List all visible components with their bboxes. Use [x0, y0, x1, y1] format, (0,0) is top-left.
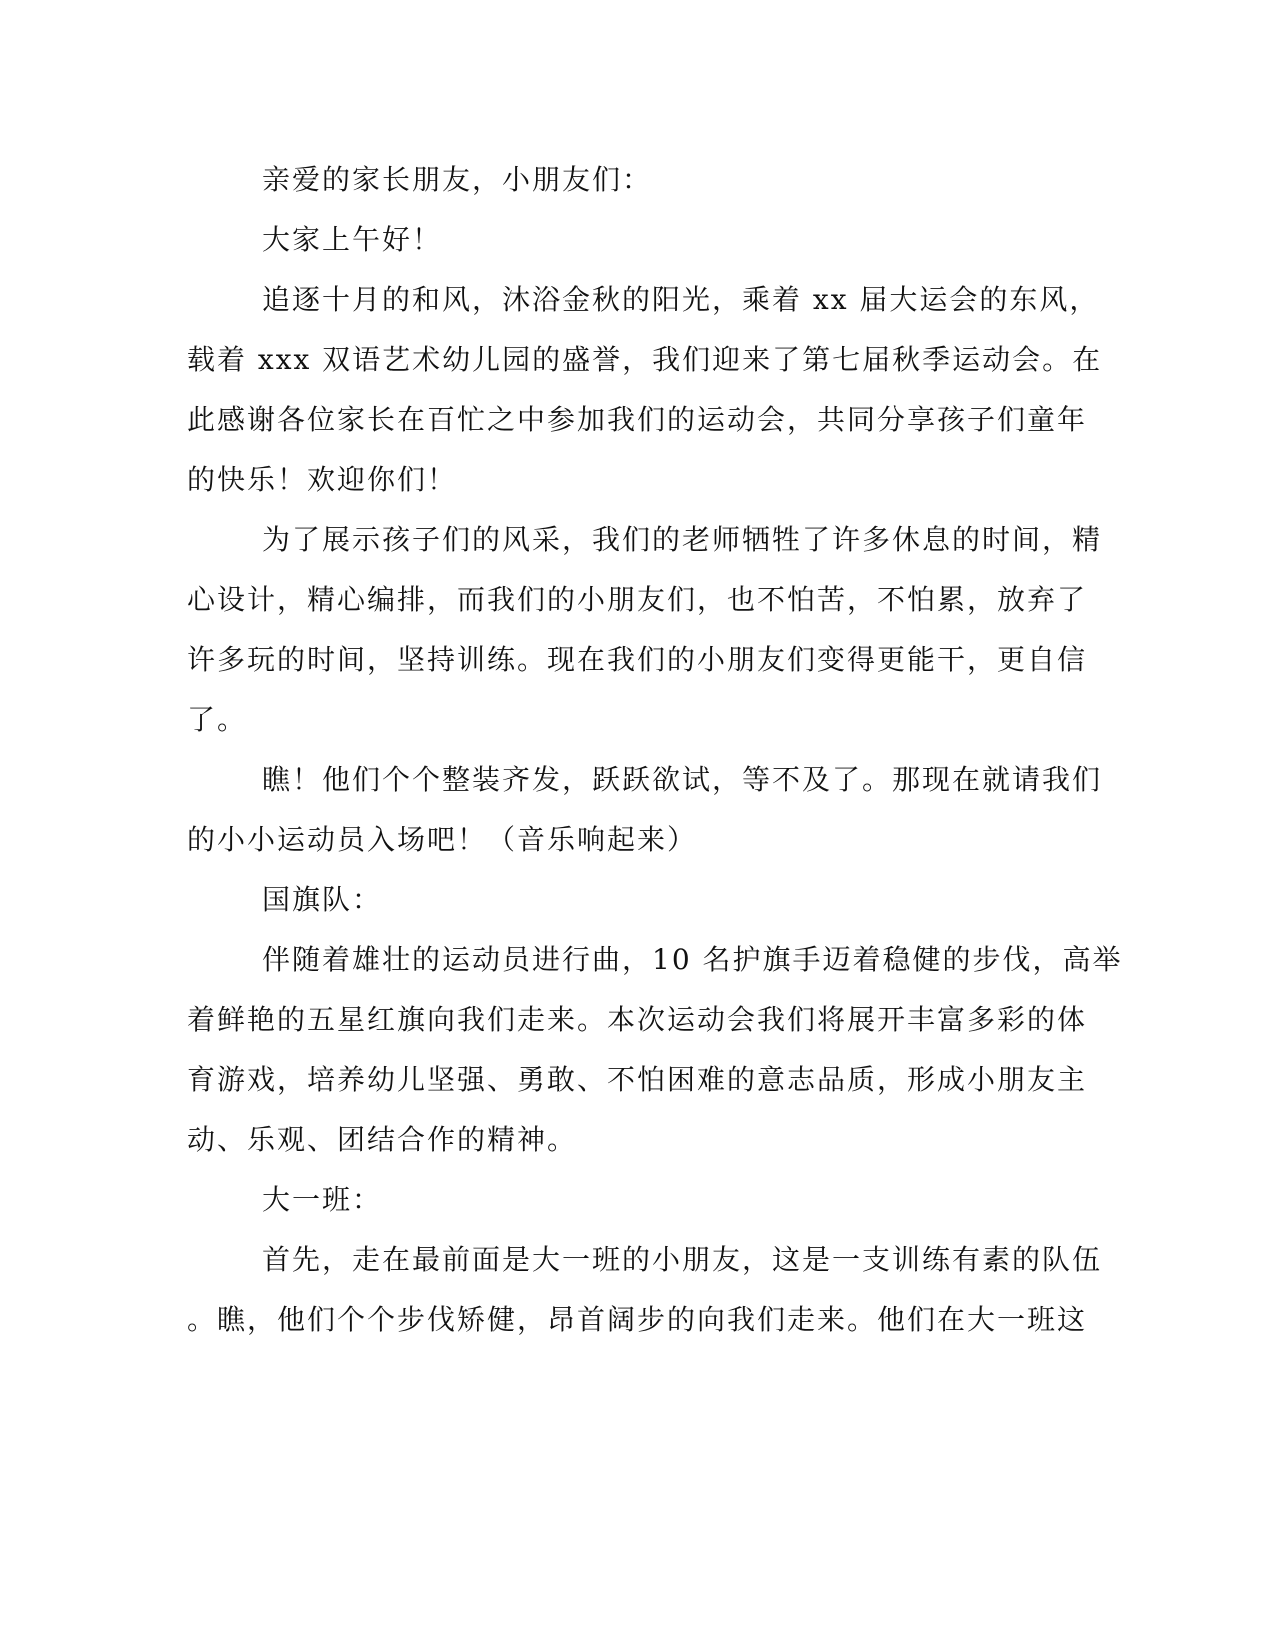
paragraph-1-line-4: 的快乐！欢迎你们！ — [187, 463, 458, 496]
paragraph-1-line-1: 追逐十月的和风，沐浴金秋的阳光，乘着 xx 届大运会的东风， — [262, 283, 1100, 316]
paragraph-2-line-3: 许多玩的时间，坚持训练。现在我们的小朋友们变得更能干，更自信 — [187, 643, 1088, 676]
paragraph-4-line-1: 伴随着雄壮的运动员进行曲，10 名护旗手迈着稳健的步伐，高举 — [262, 943, 1123, 976]
greeting-line: 大家上午好！ — [262, 223, 443, 256]
paragraph-4-line-2: 着鲜艳的五星红旗向我们走来。本次运动会我们将展开丰富多彩的体 — [187, 1003, 1088, 1036]
section-heading-flag-team: 国旗队： — [262, 883, 383, 916]
section-heading-class-1: 大一班： — [262, 1183, 383, 1216]
paragraph-1-line-3: 此感谢各位家长在百忙之中参加我们的运动会，共同分享孩子们童年 — [187, 403, 1088, 436]
paragraph-2-line-1: 为了展示孩子们的风采，我们的老师牺牲了许多休息的时间，精 — [262, 523, 1103, 556]
paragraph-4-line-3: 育游戏，培养幼儿坚强、勇敢、不怕困难的意志品质，形成小朋友主 — [187, 1063, 1088, 1096]
salutation-line: 亲爱的家长朋友，小朋友们： — [262, 163, 653, 196]
paragraph-1-line-2: 载着 xxx 双语艺术幼儿园的盛誉，我们迎来了第七届秋季运动会。在 — [187, 343, 1103, 376]
paragraph-2-line-2: 心设计，精心编排，而我们的小朋友们，也不怕苦，不怕累，放弃了 — [187, 583, 1088, 616]
paragraph-3-line-1: 瞧！他们个个整装齐发，跃跃欲试，等不及了。那现在就请我们 — [262, 763, 1103, 796]
paragraph-5-line-1: 首先，走在最前面是大一班的小朋友，这是一支训练有素的队伍 — [262, 1243, 1103, 1276]
paragraph-5-line-2: 。瞧，他们个个步伐矫健，昂首阔步的向我们走来。他们在大一班这 — [187, 1303, 1088, 1336]
paragraph-3-line-2: 的小小运动员入场吧！（音乐响起来） — [187, 823, 698, 856]
paragraph-4-line-4: 动、乐观、团结合作的精神。 — [187, 1123, 578, 1156]
paragraph-2-line-4: 了。 — [187, 703, 248, 736]
